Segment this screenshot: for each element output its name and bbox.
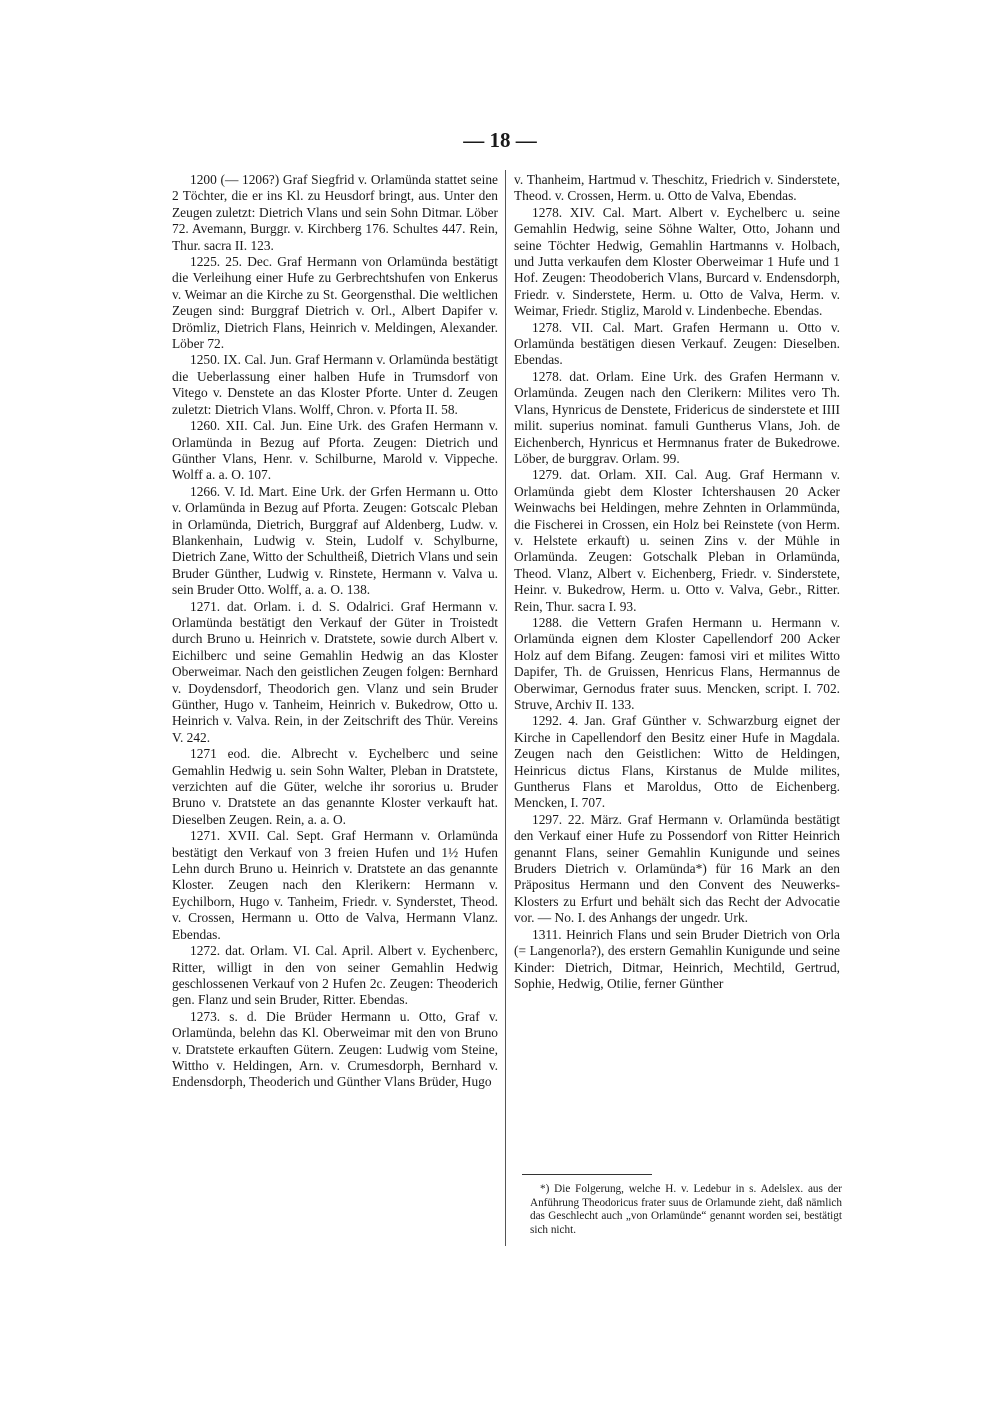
entry-1200: 1200 (— 1206?) Graf Siegfrid v. Orlamünda stattet seine 2 Töchter, die er ins Kl. zu Heusdorf bringt, aus. Unter den Zeugen zuletzt: Dietrich Vlans und sein Sohn Ditmar. Löber 72. Avemann, Burggr. v. Kirchberg 176. Schultes 447. Rein, Thur. sacra II. 123. — [172, 172, 498, 253]
entry-1271-b: 1271 eod. die. Albrecht v. Eychelberc und seine Gemahlin Hedwig u. sein Sohn Walter, Pleban in Dratstete, verzichten auf die Güter, welche ihr sororius u. Bruder Bruno v. Dratstete an das genannte Kloster verkauft hat. Dieselben Zeugen. Rein, a. a. O. — [172, 746, 498, 827]
entry-1311: 1311. Heinrich Flans und sein Bruder Dietrich von Orla (= Langenorla?), des erstern Gemahlin Kunigunde und seine Kinder: Dietrich, Ditmar, Heinrich, Mechtild, Gertrud, Sophie, Hedwig, Otilie, ferner Günther — [514, 926, 840, 991]
entry-1278-b: 1278. VII. Cal. Mart. Grafen Hermann u. Otto v. Orlamünda bestätigen diesen Verkauf. Zeugen: Dieselben. Ebendas. — [514, 319, 840, 368]
entry-1272: 1272. dat. Orlam. VI. Cal. April. Albert v. Eychenberc, Ritter, willigt in den von seiner Gemahlin Hedwig geschlossenen Verkauf von 2 Hufen 2c. Zeugen: Theoderich gen. Flanz und sein Bruder, Ritter. Ebendas. — [172, 943, 498, 1008]
entry-1297: 1297. 22. März. Graf Hermann v. Orlamünda bestätigt den Verkauf einer Hufe zu Possendorf von Ritter Heinrich genannt Flans, seiner Gemahlin Kunigunde und seines Bruders Dietrich v. Orlamünda*) für 16 Mark an den Präpositus Hermann und den Convent des Neuwerks-Klosters zu Erfurt und behält sich das Recht der Advocatie vor. — No. I. des Anhangs der ungedr. Urk. — [514, 811, 840, 926]
entry-1288: 1288. die Vettern Grafen Hermann u. Hermann v. Orlamünda eignen dem Kloster Capellendorf 200 Acker Holz auf dem Bifang. Zeugen: famosi viri et milites Witto Dapifer, Th. de Gruissen, Henricus Flans, Hermannus de Oberwimar, Gernodus frater suus. Mencken, script. I. 702. Struve, Archiv II. 133. — [514, 614, 840, 712]
entry-1266: 1266. V. Id. Mart. Eine Urk. der Grfen Hermann u. Otto v. Orlamünda in Bezug auf Pforta. Zeugen: Gotscalc Pleban in Orlamünda, Dietrich, Burggraf auf Aldenberg, Ludw. v. Blankenhain, Ludwig v. Stein, Ludolf v. Schylburne, Dietrich Zane, Witto der Schultheiß, Dietrich Vlans und sein Bruder Günther, Ludwig v. Rinstete, Hermann v. Valva u. sein Bruder Otto. Wolff, a. a. O. 138. — [172, 483, 498, 598]
footnote-rule — [522, 1174, 652, 1175]
left-column — [172, 172, 498, 1091]
column-divider — [505, 170, 506, 1246]
entry-1273: 1273. s. d. Die Brüder Hermann u. Otto, Graf v. Orlamünda, belehn das Kl. Oberweimar mit den von Bruno v. Dratstete erkauften Gütern. Zeugen: Ludwig vom Steine, Wittho v. Heldingen, Arn. v. Crumesdorph, Bernhard v. Endensdorph, Theoderich und Günther Vlans Brüder, Hugo — [172, 1008, 498, 1090]
entry-1292: 1292. 4. Jan. Graf Günther v. Schwarzburg eignet der Kirche in Capellendorf den Besitz einer Hufe in Magdala. Zeugen nach den Geistlichen: Witto de Heldingen, Heinricus dictus Flans, Kirstanus de Mulde milites, Guntherus Flans et Maroldus, Otto de Eichenberg. Mencken, I. 707. — [514, 713, 840, 811]
right-column — [514, 172, 840, 992]
footnote: *) Die Folgerung, welche H. v. Ledebur in s. Adelslex. aus der Anführung Theodoricus frater suus de Orlamunde zieht, daß nämlich das Geschlecht auch „von Orlamünde“ genannt worden sei, bestätigt sich nicht. — [530, 1183, 842, 1236]
entry-1271-a: 1271. dat. Orlam. i. d. S. Odalrici. Graf Hermann v. Orlamünda bestätigt den Verkauf der Güter in Troistedt durch Bruno u. Heinrich v. Dratstete, sowie durch Albert v. Eichilberc und seine Gemahlin Hedwig an das Kloster Oberweimar. Nach den geistlichen Zeugen folgen: Bernhard v. Doydensdorf, Theodorich gen. Vlanz und sein Bruder Günther, Hugo v. Tanheim, Heinrich v. Bukedrow, Otto u. Heinrich v. Valva. Rein, in der Zeitschrift des Thür. Vereins V. 242. — [172, 598, 498, 745]
entry-1278-a: 1278. XIV. Cal. Mart. Albert v. Eychelberc u. seine Gemahlin Hedwig, seine Söhne Walter, Otto, Johann und seine Töchter Hedwig, Gemahlin Hartmanns v. Holbach, und Jutta verkaufen dem Kloster Oberweimar 1 Hufe und 1 Hof. Zeugen: Theodoberich Vlans, Burcard v. Endensdorph, Friedr. v. Sinderstete, Herm. u. Otto de Valva, Herm. v. Weimar, Friedr. Stigliz, Marold v. Lindenbeche. Ebendas. — [514, 204, 840, 319]
page-number: — 18 — — [463, 128, 537, 152]
entry-1225: 1225. 25. Dec. Graf Hermann von Orlamünda bestätigt die Verleihung einer Hufe zu Gerbrechtshufen von Enkerus v. Weimar an die Kirche zu St. Georgensthal. Die weltlichen Zeugen sind: Burggraf Dietrich v. Orl., Albert Dapifer v. Drömliz, Dietrich Flans, Heinrich v. Meldingen, Alexander. Löber 72. — [172, 254, 498, 352]
entry-1271-c: 1271. XVII. Cal. Sept. Graf Hermann v. Orlamünda bestätigt den Verkauf von 3 freien Hufen und 1½ Hufen Lehn durch Bruno u. Heinrich v. Dratstete an das genannte Kloster. Zeugen nach den Klerikern: Hermann v. Eychilborn, Hugo v. Tanheim, Friedr. v. Synderstet, Theod. v. Crossen, Hermann u. Otto de Valva, Hermann Vlanz. Ebendas. — [172, 828, 498, 942]
entry-1278-c: 1278. dat. Orlam. Eine Urk. des Grafen Hermann v. Orlamünda. Zeugen nach den Clerikern: Milites vero Th. Vlans, Hynricus de Denstete, Fridericus de sinderstete et IIII milit. superius nominat. famuli Guntherus Vlans, Joh. de Eichenberch, Hynricus et Hermnanus frater de Bukedrowe. Löber, de burggrav. Orlam. 99. — [514, 368, 840, 466]
entry-1273-continued: v. Thanheim, Hartmud v. Theschitz, Friedrich v. Sinderstete, Theod. v. Crossen, Herm. u. Otto de Valva, Ebendas. — [514, 172, 840, 204]
entry-1250: 1250. IX. Cal. Jun. Graf Hermann v. Orlamünda bestätigt die Ueberlassung einer halben Hufe in Trumsdorf von Vitego v. Denstete an das Kloster Pforte. Unter d. Zeugen zuletzt: Dietrich Vlans. Wolff, Chron. v. Pforta II. 58. — [172, 352, 498, 417]
entry-1260: 1260. XII. Cal. Jun. Eine Urk. des Grafen Hermann v. Orlamünda in Bezug auf Pforta. Zeugen: Dietrich und Günther Vlans, Henr. v. Schilburne, Marold v. Vippeche. Wolff a. a. O. 107. — [172, 418, 498, 483]
entry-1279: 1279. dat. Orlam. XII. Cal. Aug. Graf Hermann v. Orlamünda giebt dem Kloster Ichtershausen 20 Acker Weinwachs bei Heldingen, mehre Zehnten in Orlammünda, die Fischerei in Crossen, ein Holz bei Reinstete (von Herm. v. Helstete erkauft) u. seinen Zins v. der Mühle in Orlamünda. Zeugen: Gotschalk Pleban in Orlamünda, Theod. Vlanz, Albert v. Eichenberg, Friedr. v. Sinderstete, Heinr. v. Bukedrow, Herm. u. Otto v. Valva, Gebr., Ritter. Rein, Thur. sacra I. 93. — [514, 467, 840, 614]
